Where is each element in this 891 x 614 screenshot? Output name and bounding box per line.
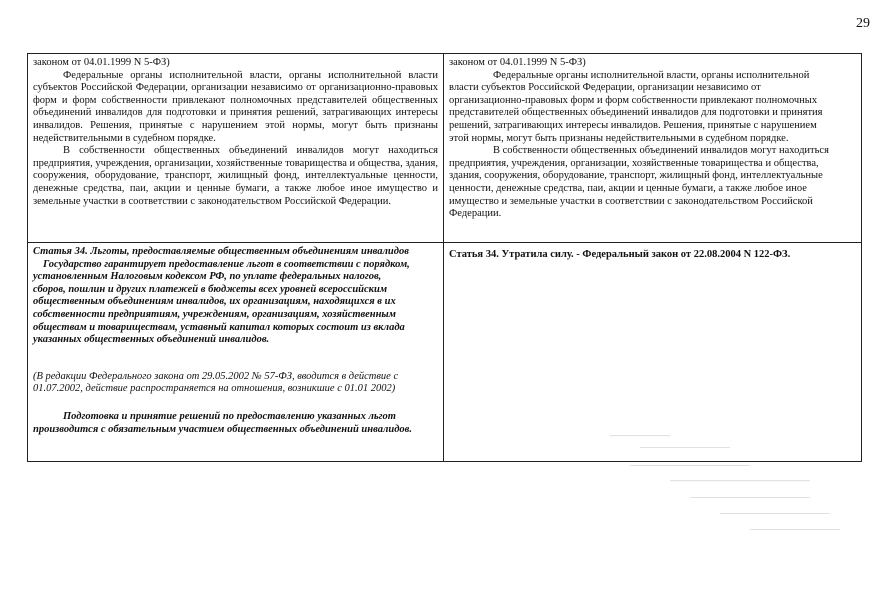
text-line: Федерации. [449,208,502,220]
text-line: указанных общественных объединений инвалидов. [33,334,270,346]
text-line: собственности предприятиям, учреждениям, организациям, хозяйственным [33,308,396,320]
table-row [28,243,862,462]
lead-line: законом от 04.01.1999 N 5-ФЗ) [33,57,170,68]
lead-line: законом от 04.01.1999 N 5-ФЗ) [449,57,586,68]
paragraph: В собственности общественных объединений инвалидов могут находиться предприятия, учреждения, организации, хозяйственные товарищества и общества, здания, сооружения, оборудование, транспорт, жилищный фонд, интеллектуальные ценности, денежные средства, паи, акции и ценные бумаги, а также любое иное имущество и земельные участки в соответствии с законодательством Российской Федерации. [33,145,438,207]
text-line: ценности, денежные средства, паи, акции и ценные бумаги, а также любое иное [449,182,807,194]
text-line: установленным Налоговым кодексом РФ, по уплате федеральных налогов, [33,271,382,283]
right-cell-article-33 [444,54,862,243]
left-cell-article-34 [28,243,444,462]
text-line: производится с обязательным участием общественных объединений инвалидов. [33,423,412,435]
text-line: 01.07.2002, действие распространяется на отношения, возникшие с 01.01 2002) [33,383,396,395]
text-line: здания, сооружения, оборудование, транспорт, жилищный фонд, интеллектуальные [449,170,823,182]
text-line: Статья 34. Льготы, предоставляемые общественным объединениям инвалидов [33,246,409,257]
text-line: решений, затрагивающих интересы инвалидов. Решения, принятые с нарушением [449,119,817,131]
spacer [33,347,438,371]
page-number: 29 [856,16,870,31]
text-line: В собственности общественных объединений инвалидов могут находиться [493,145,829,157]
left-cell-article-33 [28,54,444,243]
right-cell-article-34 [444,243,862,462]
text-line: организационно-правовых форм и форм собственности привлекают полномочных [449,94,818,106]
amendment-note [33,371,438,396]
text-line: предприятия, учреждения, организации, хозяйственные товарищества и общества, [449,157,819,169]
spacer [33,396,438,411]
text-line: общественным объединениям инвалидов, их организациям, находящихся в их [33,296,396,308]
article-heading: Статья 34. Утратила силу. - Федеральный закон от 22.08.2004 N 122-ФЗ. [449,249,791,260]
text-line: представителей общественных объединений инвалидов для подготовки и принятия [449,107,823,119]
text-line: власти субъектов Российской Федерации, организации независимо от [449,82,761,94]
article-heading [33,246,438,347]
final-paragraph [33,411,438,436]
paragraph [449,70,856,146]
text-line: Государство гарантирует предоставление льгот в соответствии с порядком, [43,258,410,270]
table-row [28,54,862,243]
comparison-table [27,53,862,462]
text-line: Подготовка и принятие решений по предоставлению указанных льгот [63,410,396,422]
paragraph: Федеральные органы исполнительной власти, органы исполнительной власти субъектов Российской Федерации, организации независимо от организационно-правовых форм и форм собственности привлекают полномочных представителей общественных объединений инвалидов для подготовки и принятия решений, затрагивающих интересы инвалидов. Решения, принятые с нарушением этой нормы, могут быть признаны недействительными в судебном порядке. [33,69,438,144]
text-line: имущество и земельные участки в соответствии с законодательством Российской [449,195,813,207]
text-line: обществам и товариществам, уставный капитал которых состоит из вклада [33,321,405,333]
text-line: (В редакции Федерального закона от 29.05.2002 № 57-ФЗ, вводится в действие с [33,370,399,382]
text-line: сборов, пошлин и других платежей в бюджеты всех уровней всероссийским [33,283,388,295]
paragraph [449,145,856,221]
text-line: этой нормы, могут быть признаны недействительными в судебном порядке. [449,132,789,144]
text-line: Федеральные органы исполнительной власти, органы исполнительной [493,69,810,81]
